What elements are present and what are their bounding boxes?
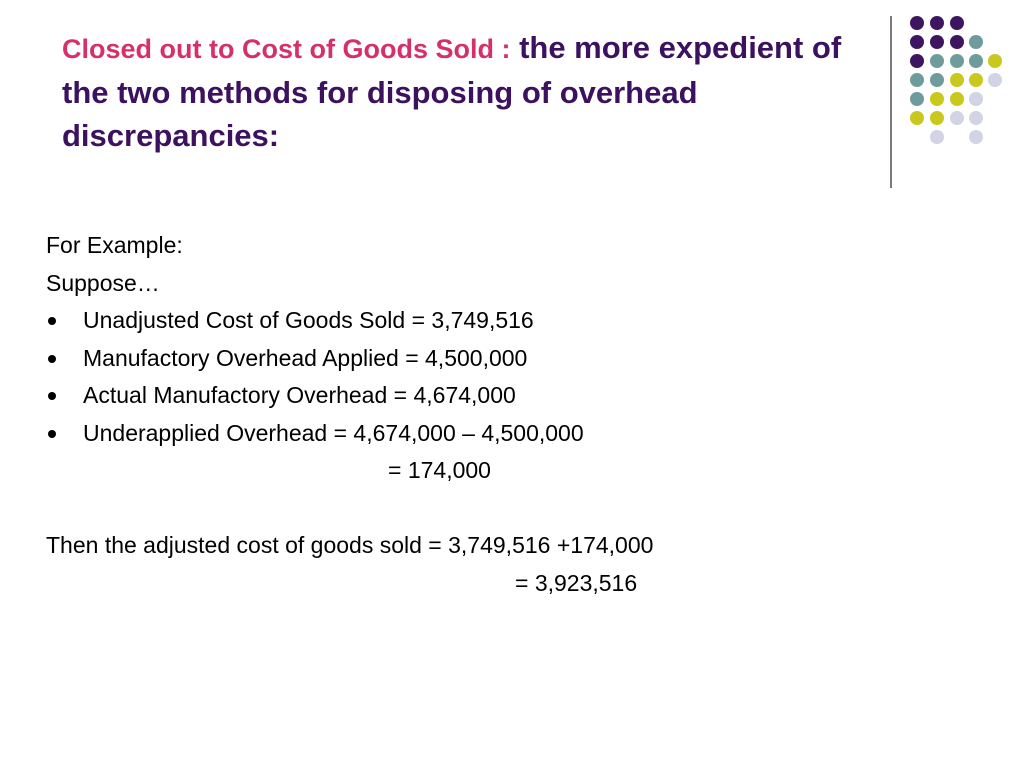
decorative-dot-grid bbox=[0, 0, 1024, 200]
decor-dot bbox=[910, 73, 924, 87]
decor-dot bbox=[950, 73, 964, 87]
decor-dot bbox=[950, 111, 964, 125]
decor-dot bbox=[969, 73, 983, 87]
blank-line bbox=[46, 490, 946, 528]
bullet-icon bbox=[48, 392, 56, 400]
decor-dot bbox=[930, 130, 944, 144]
underapplied-result: = 174,000 bbox=[388, 457, 491, 483]
decor-dot bbox=[930, 73, 944, 87]
bullet-item bbox=[46, 377, 946, 415]
decor-dot bbox=[930, 35, 944, 49]
decor-dot bbox=[930, 111, 944, 125]
title-accent: Closed out to Cost of Goods Sold : bbox=[62, 34, 511, 64]
decor-dot bbox=[950, 16, 964, 30]
decor-dot bbox=[930, 54, 944, 68]
decor-dot bbox=[910, 92, 924, 106]
bullet-icon bbox=[48, 317, 56, 325]
title-rest: the more expedient of the two methods for disposing of overhead discrepancies: bbox=[62, 30, 842, 153]
bullet-text: Actual Manufactory Overhead = 4,674,000 bbox=[83, 382, 516, 408]
decor-dot bbox=[950, 35, 964, 49]
slide-body bbox=[46, 227, 946, 602]
intro-line: For Example: bbox=[46, 232, 183, 258]
bullet-text: Underapplied Overhead = 4,674,000 – 4,500,000 bbox=[83, 419, 584, 446]
decor-dot bbox=[988, 73, 1002, 87]
decor-dot bbox=[930, 92, 944, 106]
bullet-item bbox=[46, 302, 946, 340]
bullet-text: Manufactory Overhead Applied = 4,500,000 bbox=[83, 344, 528, 371]
bullet-icon bbox=[48, 430, 56, 438]
bullet-icon bbox=[48, 355, 56, 363]
bullet-item bbox=[46, 340, 946, 378]
bullet-item bbox=[46, 415, 946, 453]
decor-dot bbox=[910, 54, 924, 68]
decor-dot bbox=[969, 111, 983, 125]
decor-dot bbox=[969, 92, 983, 106]
decor-dot bbox=[910, 35, 924, 49]
decor-dot bbox=[950, 92, 964, 106]
decor-dot bbox=[969, 35, 983, 49]
suppose-line: Suppose… bbox=[46, 269, 160, 296]
decor-dot bbox=[930, 16, 944, 30]
conclusion-line: Then the adjusted cost of goods sold = 3,749,516 +174,000 bbox=[46, 532, 654, 558]
decor-dot bbox=[950, 54, 964, 68]
decor-dot bbox=[988, 54, 1002, 68]
decor-dot bbox=[969, 54, 983, 68]
decor-dot bbox=[969, 130, 983, 144]
conclusion-result: = 3,923,516 bbox=[515, 569, 638, 596]
bullet-text: Unadjusted Cost of Goods Sold = 3,749,516 bbox=[83, 307, 534, 333]
decor-dot bbox=[910, 111, 924, 125]
decor-dot bbox=[910, 16, 924, 30]
